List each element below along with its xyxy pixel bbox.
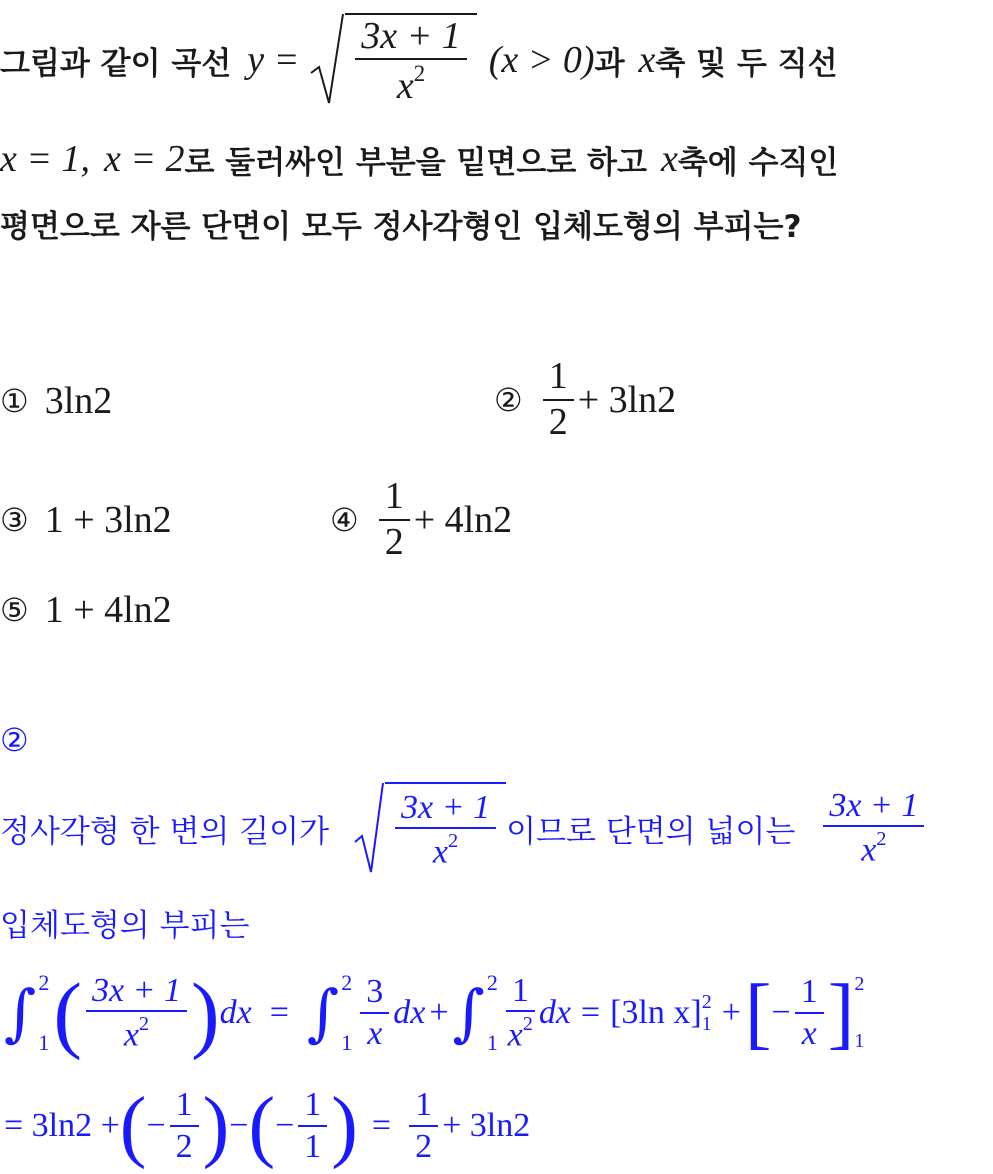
question-text-suffix: 축 및 두 직선 xyxy=(655,45,838,82)
right-bracket-icon: ] xyxy=(827,968,855,1057)
solution-text-2: 입체도형의 부피는 xyxy=(0,907,250,944)
option-1-marker: ① xyxy=(0,382,29,420)
integrand-2-den: x xyxy=(367,1015,383,1052)
option-1-text: 3ln2 xyxy=(44,380,113,422)
integral-lower-2: 1 xyxy=(341,1030,353,1055)
bracket2-lower: 1 xyxy=(854,1030,865,1052)
integrand-1 xyxy=(86,973,187,1054)
integral-sign-icon: ∫ xyxy=(452,976,485,1049)
integral-limits-2 xyxy=(341,970,352,1056)
question-line-1 xyxy=(0,0,838,120)
option-3-text: 1 + 3ln2 xyxy=(44,499,172,541)
final-result-num: 1 xyxy=(409,1087,438,1127)
final-mid-minus: − xyxy=(229,1107,249,1144)
bracket-log-term: [3ln x] xyxy=(610,994,702,1031)
option-2-text: + 3ln2 xyxy=(577,379,677,421)
solution-sqrt-num: 3x + 1 xyxy=(395,790,496,830)
solution-sqrt-den-var: x xyxy=(432,833,448,871)
dx-3: dx xyxy=(538,994,571,1031)
final-frac-1-num: 1 xyxy=(170,1087,199,1127)
answer-marker: ② xyxy=(0,721,29,759)
solution-final-line xyxy=(4,1080,530,1172)
integral-sign-icon: ∫ xyxy=(306,976,340,1049)
radical-sign-icon xyxy=(353,782,385,874)
final-start: = 3ln2 + xyxy=(4,1107,120,1144)
solution-sqrt xyxy=(353,782,506,874)
option-3-marker: ③ xyxy=(0,501,29,539)
question-text-2: 로 둘러싸인 부분을 밑면으로 하고 xyxy=(184,144,647,181)
equals-1: = xyxy=(269,994,289,1031)
final-frac-2-num: 1 xyxy=(298,1087,327,1127)
final-frac-1-den: 2 xyxy=(175,1128,193,1165)
y-equals: y = xyxy=(247,39,300,81)
solution-sqrt-den-exp: 2 xyxy=(448,830,459,853)
solution-sqrt-fraction xyxy=(395,790,496,871)
solution-line-1 xyxy=(0,778,928,878)
left-paren-icon: ( xyxy=(119,1082,147,1170)
domain-condition: (x > 0) xyxy=(488,39,595,81)
integrand-1-den-var: x xyxy=(123,1016,139,1054)
option-5-marker: ⑤ xyxy=(0,591,29,629)
bracket-lower: 1 xyxy=(701,1013,712,1035)
final-frac-2 xyxy=(298,1087,327,1164)
final-minus-2: − xyxy=(275,1107,295,1144)
option-4-text: + 4ln2 xyxy=(413,499,513,541)
integral-sign-icon: ∫ xyxy=(4,976,37,1049)
x-axis-var: x xyxy=(638,39,656,81)
integrand-3-den-exp: 2 xyxy=(522,1013,533,1036)
final-result-den: 2 xyxy=(415,1128,433,1165)
right-paren-icon: ) xyxy=(331,1082,358,1170)
integrand-3-num: 1 xyxy=(506,973,535,1013)
answer-marker-line xyxy=(0,716,45,764)
integrand-3 xyxy=(506,973,535,1054)
minus-1: − xyxy=(771,994,791,1031)
option-4-fraction xyxy=(379,477,410,563)
option-1[interactable] xyxy=(0,376,112,426)
radical-sign-icon xyxy=(309,13,345,105)
final-frac-1 xyxy=(170,1087,199,1164)
integrand-2 xyxy=(360,974,389,1051)
final-minus-1: − xyxy=(146,1107,166,1144)
fraction-denominator-exp: 2 xyxy=(413,61,426,87)
integral-lower-1: 1 xyxy=(38,1030,50,1055)
fraction-denominator-var: x xyxy=(396,65,414,108)
question-line-2 xyxy=(0,134,838,184)
left-paren-icon: ( xyxy=(53,965,82,1061)
final-result-frac xyxy=(409,1087,438,1164)
bracket-fraction-num: 1 xyxy=(795,974,824,1014)
right-paren-icon: ) xyxy=(191,965,220,1061)
option-4-num: 1 xyxy=(379,477,410,521)
question-fraction xyxy=(355,14,467,108)
integrand-1-num: 3x + 1 xyxy=(86,973,187,1013)
question-text-1: 그림과 같이 곡선 xyxy=(0,45,232,82)
line-eq-1: x = 1, xyxy=(0,138,91,180)
right-paren-icon: ) xyxy=(202,1082,230,1170)
integral-upper-3: 2 xyxy=(486,970,498,995)
final-frac-2-den: 1 xyxy=(304,1128,322,1165)
option-2-num: 1 xyxy=(543,357,574,401)
bracket-limits-2 xyxy=(854,973,864,1053)
option-2[interactable] xyxy=(494,352,676,448)
integrand-2-num: 3 xyxy=(360,974,389,1014)
solution-area-num: 3x + 1 xyxy=(823,788,924,828)
plus-2: + xyxy=(721,994,741,1031)
option-5-text: 1 + 4ln2 xyxy=(44,589,172,631)
option-5[interactable] xyxy=(0,585,172,635)
question-line-3 xyxy=(0,198,801,248)
bracket2-upper: 2 xyxy=(854,973,865,995)
integral-upper-1: 2 xyxy=(38,970,50,995)
equals-2: = xyxy=(580,994,601,1031)
option-2-marker: ② xyxy=(494,381,523,419)
dx-2: dx xyxy=(393,994,426,1031)
x-axis-var-2: x xyxy=(660,138,678,180)
option-4-den: 2 xyxy=(384,521,404,563)
question-text-2-suffix: 축에 수직인 xyxy=(677,144,839,181)
left-paren-icon: ( xyxy=(248,1082,276,1170)
solution-area-den-var: x xyxy=(861,831,877,869)
plus-1: + xyxy=(429,994,449,1031)
sqrt-expression xyxy=(309,13,477,108)
solution-line-2 xyxy=(0,898,249,946)
bracket-fraction-den: x xyxy=(801,1015,817,1052)
integrand-3-den-var: x xyxy=(507,1016,523,1054)
option-2-fraction xyxy=(543,357,574,443)
bracket-upper: 2 xyxy=(701,991,712,1013)
integral-limits-1 xyxy=(38,970,49,1056)
left-bracket-icon: [ xyxy=(744,968,772,1057)
question-text-mid: 과 xyxy=(594,45,625,82)
bracket-limits xyxy=(702,991,712,1035)
integrand-1-den-exp: 2 xyxy=(138,1013,150,1036)
option-3[interactable] xyxy=(0,495,172,545)
question-text-3: 평면으로 자른 단면이 모두 정사각형인 입체도형의 부피는? xyxy=(0,208,802,245)
solution-text-mid: 이므로 단면의 넓이는 xyxy=(506,813,796,850)
fraction-numerator: 3x + 1 xyxy=(355,17,467,61)
option-4[interactable] xyxy=(330,472,512,568)
integral-lower-3: 1 xyxy=(486,1030,498,1055)
line-eq-2: x = 2 xyxy=(104,138,185,180)
solution-area-den-exp: 2 xyxy=(876,828,887,851)
final-tail: + 3ln2 xyxy=(442,1107,531,1144)
option-2-den: 2 xyxy=(548,401,568,443)
integral-upper-2: 2 xyxy=(341,970,353,995)
final-equals: = xyxy=(371,1107,392,1144)
solution-text-1: 정사각형 한 변의 길이가 xyxy=(0,813,330,850)
solution-integral-line xyxy=(4,958,864,1068)
integral-limits-3 xyxy=(487,970,498,1056)
dx-1: dx xyxy=(219,994,252,1031)
bracket-fraction xyxy=(795,974,824,1051)
option-4-marker: ④ xyxy=(330,501,359,539)
solution-area-fraction xyxy=(823,788,924,869)
